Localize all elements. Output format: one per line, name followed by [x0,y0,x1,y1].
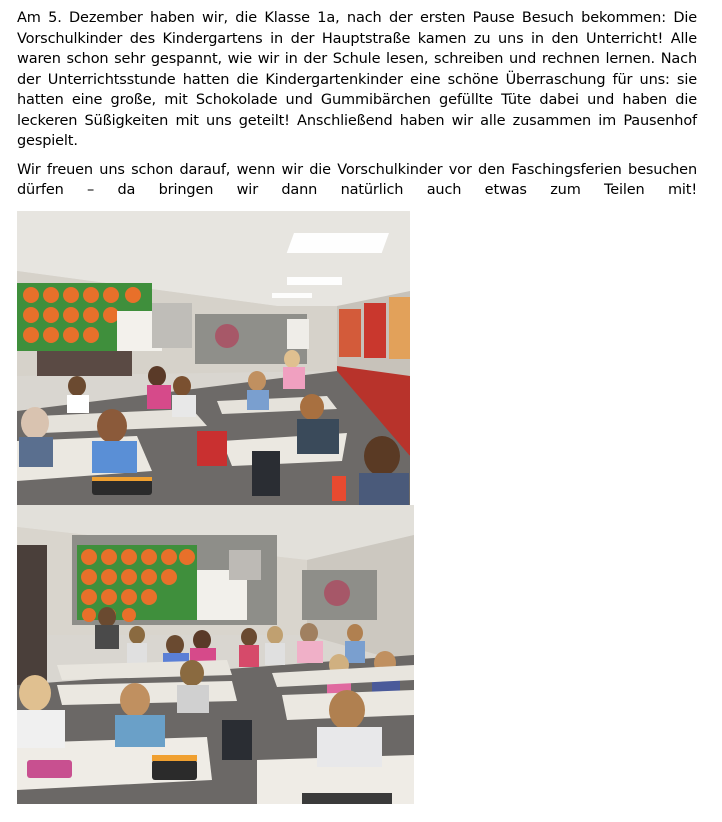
classroom-photo-1 [17,211,410,505]
paragraph-visit-report: Am 5. Dezember haben wir, die Klasse 1a, nach der ersten Pause Besuch bekommen: Die Vorschulkinder des Kindergartens in der Hauptstraße kamen zu uns in den Unterricht! Alle waren schon sehr gespannt, wie wir in der Schule lesen, schreiben und rechnen lernen. Nach der Unterrichtsstunde hatten die Kindergartenkinder eine schöne Überraschung für uns: sie hatten eine große, mit Schokolade und Gummibärchen gefüllte Tüte dabei und haben die leckeren Süßigkeiten mit uns geteilt! Anschließend haben wir alle zusammen im Pausenhof gespielt. [17,10,697,149]
paragraph-outlook: Wir freuen uns schon darauf, wenn wir die Vorschulkinder vor den Faschingsferien besuchen dürfen – da bringen wir dann natürlich auch etwas zum Teilen mit! [17,161,697,198]
article-text [17,8,697,201]
classroom-photo-2-illustration [17,505,414,804]
classroom-photo-2 [17,505,414,804]
classroom-photo-1-illustration [17,211,410,505]
